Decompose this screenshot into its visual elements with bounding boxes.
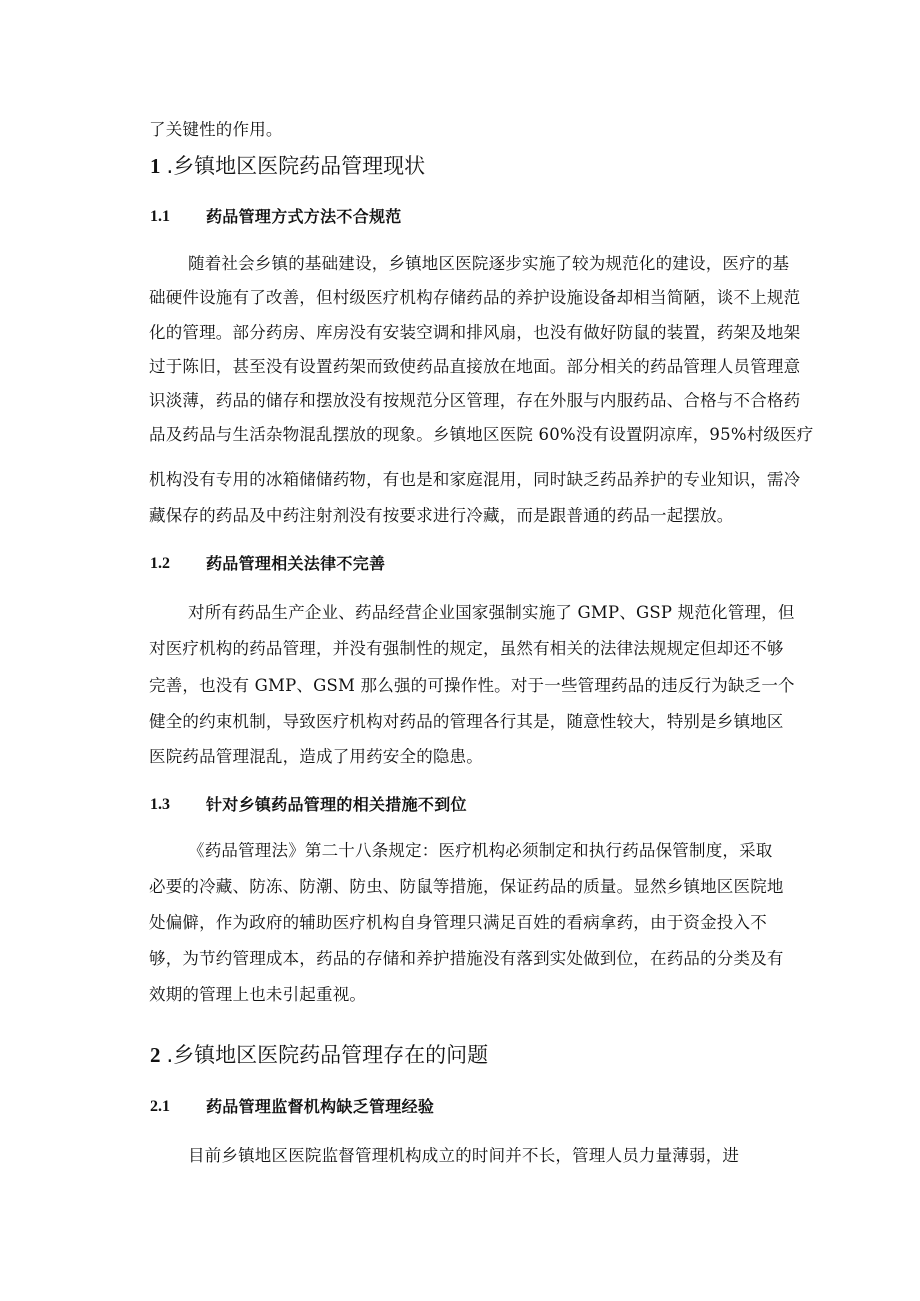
- paragraph-1-1-line: 机构没有专用的冰箱储储药物，有也是和家庭混用，同时缺乏药品养护的专业知识，需冷: [149, 470, 801, 489]
- paragraph-1-1-line: 藏保存的药品及中药注射剂没有按要求进行冷藏，而是跟普通的药品一起摆放。: [149, 506, 734, 525]
- section1-heading: [150, 152, 425, 180]
- subsection-1-1-title: 药品管理方式方法不合规范: [206, 207, 402, 226]
- paragraph-1-1-line: 品及药品与生活杂物混乱摆放的现象。乡镇地区医院 60%没有设置阴凉库，95%村级医疗: [149, 425, 814, 444]
- subsection-2-1-number: 2.1: [150, 1098, 170, 1115]
- subsection-2-1-heading: [150, 1096, 550, 1118]
- subsection-1-1-number: 1.1: [150, 208, 170, 225]
- intro-tail-text: 了关键性的作用。: [149, 120, 283, 139]
- paragraph-1-3-line: 处偏僻，作为政府的辅助医疗机构自身管理只满足百姓的看病拿药，由于资金投入不: [149, 913, 767, 932]
- subsection-2-1-title: 药品管理监督机构缺乏管理经验: [206, 1097, 435, 1116]
- section1-number: 1: [150, 154, 161, 178]
- subsection-1-2-number: 1.2: [150, 555, 170, 572]
- paragraph-1-3-line: 《药品管理法》第二十八条规定：医疗机构必须制定和执行药品保管制度，采取: [188, 841, 773, 860]
- paragraph-1-1-line: 识淡薄，药品的储存和摆放没有按规范分区管理，存在外服与内服药品、合格与不合格药: [149, 391, 801, 410]
- subsection-1-2-heading: [150, 553, 550, 575]
- subsection-1-2-title: 药品管理相关法律不完善: [206, 554, 386, 573]
- paragraph-1-1-line: 随着社会乡镇的基础建设，乡镇地区医院逐步实施了较为规范化的建设，医疗的基: [188, 254, 790, 273]
- subsection-1-3-heading: [150, 794, 570, 816]
- paragraph-1-2-line: 完善，也没有 GMP、GSM 那么强的可操作性。对于一些管理药品的违反行为缺乏一个: [149, 676, 795, 695]
- section2-heading: [150, 1041, 488, 1069]
- paragraph-1-1-line: 化的管理。部分药房、库房没有安装空调和排风扇，也没有做好防鼠的装置，药架及地架: [149, 323, 801, 342]
- subsection-1-1-heading: [150, 206, 550, 228]
- section2-number: 2: [150, 1043, 161, 1067]
- paragraph-1-2-line: 对所有药品生产企业、药品经营企业国家强制实施了 GMP、GSP 规范化管理，但: [188, 603, 795, 622]
- subsection-1-3-title: 针对乡镇药品管理的相关措施不到位: [206, 795, 467, 814]
- subsection-1-3-number: 1.3: [150, 796, 170, 813]
- section1-title: .乡镇地区医院药品管理现状: [166, 154, 426, 178]
- paragraph-1-2-line: 医院药品管理混乱，造成了用药安全的隐患。: [149, 747, 483, 766]
- paragraph-1-3-line: 够，为节约管理成本，药品的存储和养护措施没有落到实处做到位，在药品的分类及有: [149, 949, 784, 968]
- paragraph-1-2-line: 对医疗机构的药品管理，并没有强制性的规定，虽然有相关的法律法规规定但却还不够: [149, 639, 784, 658]
- paragraph-1-3-line: 效期的管理上也未引起重视。: [149, 985, 367, 1004]
- paragraph-1-1-line: 础硬件设施有了改善，但村级医疗机构存储药品的养护设施设备却相当简陋，谈不上规范: [149, 288, 801, 307]
- paragraph-2-1-line: 目前乡镇地区医院监督管理机构成立的时间并不长，管理人员力量薄弱，进: [188, 1146, 740, 1165]
- paragraph-1-1-line: 过于陈旧，甚至没有设置药架而致使药品直接放在地面。部分相关的药品管理人员管理意: [149, 357, 801, 376]
- paragraph-1-2-line: 健全的约束机制，导致医疗机构对药品的管理各行其是，随意性较大，特别是乡镇地区: [149, 712, 784, 731]
- paragraph-1-3-line: 必要的冷藏、防冻、防潮、防虫、防鼠等措施，保证药品的质量。显然乡镇地区医院地: [149, 877, 784, 896]
- section2-title: .乡镇地区医院药品管理存在的问题: [166, 1043, 489, 1067]
